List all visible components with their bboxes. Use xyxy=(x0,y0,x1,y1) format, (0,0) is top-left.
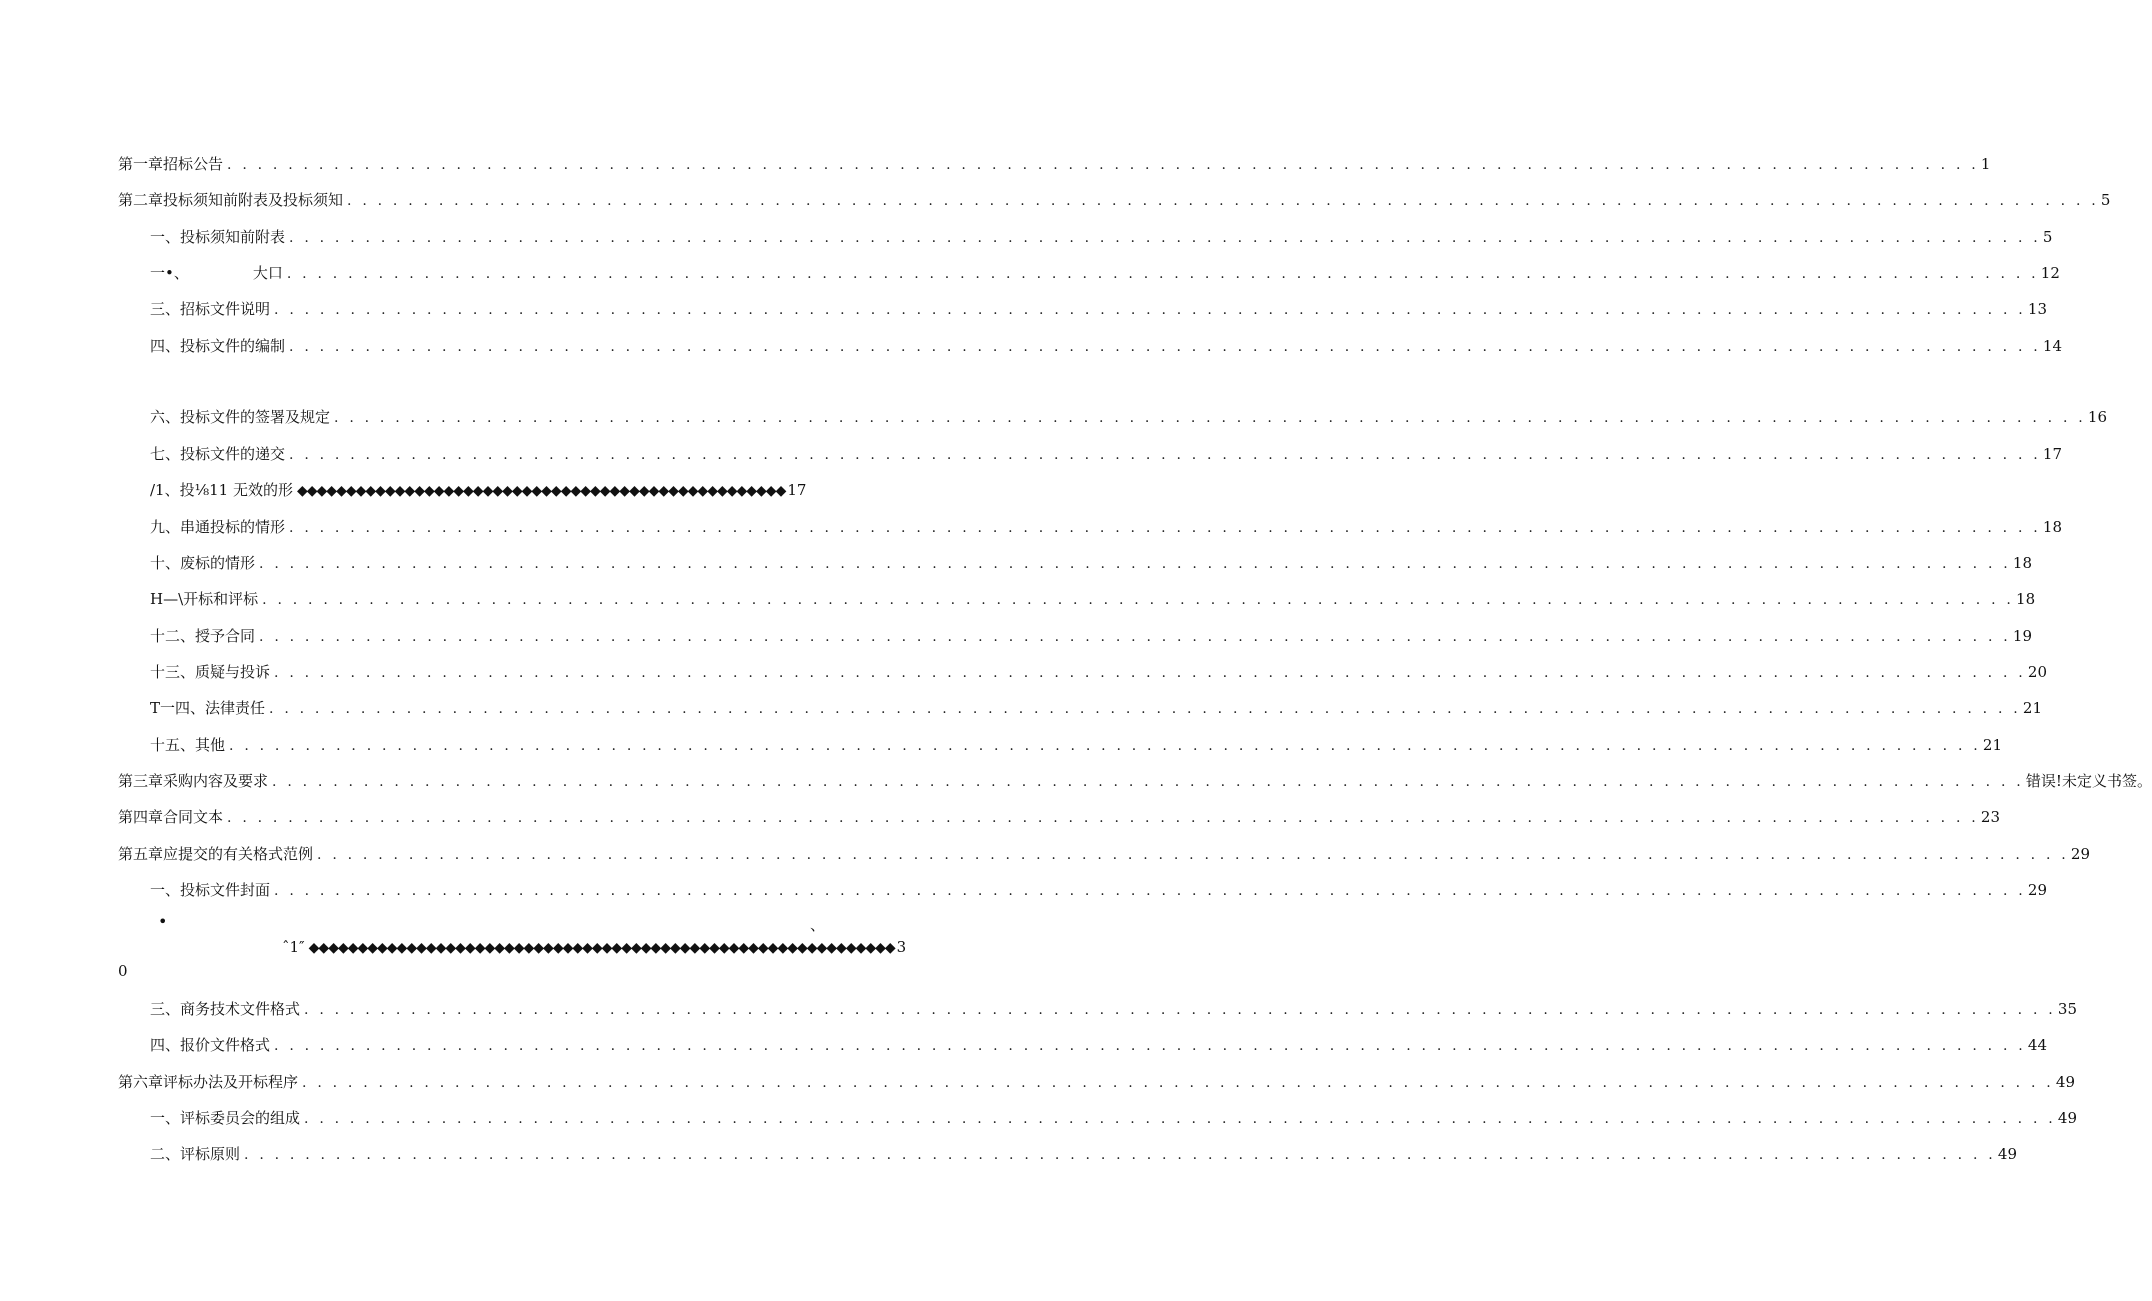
toc-leader-dots: . . . . . . . . . . . . . . . . . . . . . . . . . . . . . . . . . . . . . . . . . . . . . . . . . . . . . . . . . . . . . . . . . . . . . . . . . . . . . . . . . . . . . . . . . . . . . . . . . . . . . . . . . . . . . . . . . . . xyxy=(289,520,2041,536)
toc-entry-page: 5 xyxy=(2042,228,2053,246)
toc-entry-title: 七、投标文件的递交 xyxy=(150,445,286,463)
toc-leader-dots: . . . . . . . . . . . . . . . . . . . . . . . . . . . . . . . . . . . . . . . . . . . . . . . . . . . . . . . . . . . . . . . . . . . . . . . . . . . . . . . . . . . . . . . . . . . . . . . . . . . . . . . . . . . . . . . . . . . xyxy=(229,738,1981,754)
toc-leader-dots: . . . . . . . . . . . . . . . . . . . . . . . . . . . . . . . . . . . . . . . . . . . . . . . . . . . . . . . . . . . . . . . . . . . . . . . . . . . . . . . . . . . . . . . . . . . . . . . . . . . . . . . . . . . . . . . . . . . xyxy=(269,701,2021,717)
toc-leader-dots: . . . . . . . . . . . . . . . . . . . . . . . . . . . . . . . . . . . . . . . . . . . . . . . . . . . . . . . . . . . . . . . . . . . . . . . . . . . . . . . . . . . . . . . . . . . . . . . . . . . . . . . . . . . . . . . . . . . xyxy=(302,1075,2054,1091)
toc-broken-bullet: • xyxy=(158,912,168,931)
toc-entry-title: 一、评标委员会的组成 xyxy=(150,1109,301,1127)
toc-leader-dots: . . . . . . . . . . . . . . . . . . . . . . . . . . . . . . . . . . . . . . . . . . . . . . . . . . . . . . . . . . . . . . . . . . . . . . . . . . . . . . . . . . . . . . . . . . . . . . . . . . . . . . . . . . . . . . . . . . . xyxy=(334,410,2086,426)
toc-entry-section[interactable] xyxy=(150,588,2036,610)
toc-broken-page-continued: 0 xyxy=(118,962,128,980)
toc-entry-page: 3 xyxy=(896,938,907,956)
toc-entry-page: 23 xyxy=(1980,808,2001,826)
toc-leader-dots: . . . . . . . . . . . . . . . . . . . . . . . . . . . . . . . . . . . . . . . . . . . . . . . . . . . . . . . . . . . . . . . . . . . . . . . . . . . . . . . . . . . . . . . . . . . . . . . . . . . . . . . . . . . . . . . . . . . xyxy=(289,230,2041,246)
toc-entry-page: 29 xyxy=(2027,881,2048,899)
toc-leader-dots: . . . . . . . . . . . . . . . . . . . . . . . . . . . . . . . . . . . . . . . . . . . . . . . . . . . . . . . . . . . . . . . . . . . . . . . . . . . . . . . . . . . . . . . . . . . . . . . . . . . . . . . . . . . . . . . . . . . xyxy=(274,1038,2026,1054)
toc-entry-page: 49 xyxy=(2055,1073,2076,1091)
toc-entry-chapter-6[interactable] xyxy=(118,1071,2076,1093)
toc-entry-page: 35 xyxy=(2057,1000,2078,1018)
toc-entry-page: 21 xyxy=(1982,736,2003,754)
toc-leader-dots: . . . . . . . . . . . . . . . . . . . . . . . . . . . . . . . . . . . . . . . . . . . . . . . . . . . . . . . . . . . . . . . . . . . . . . . . . . . . . . . . . . . . . . . . . . . . . . . . . . . . . . . . . . . . . . . . . . . xyxy=(262,592,2015,608)
toc-garbled-leader: ◆◆◆◆◆◆◆◆◆◆◆◆◆◆◆◆◆◆◆◆◆◆◆◆◆◆◆◆◆◆◆◆◆◆◆◆◆◆◆◆◆◆◆◆◆◆◆◆◆◆◆◆◆◆◆◆◆◆◆◆ xyxy=(308,940,895,956)
toc-entry-title: 第三章采购内容及要求 xyxy=(118,772,269,790)
toc-entry-title: 一、投标须知前附表 xyxy=(150,228,286,246)
toc-entry-title: 十五、其他 xyxy=(150,736,226,754)
toc-entry-page: 49 xyxy=(1997,1145,2018,1163)
toc-entry-section[interactable] xyxy=(150,552,2033,574)
toc-garbled-leader: ◆◆◆◆◆◆◆◆◆◆◆◆◆◆◆◆◆◆◆◆◆◆◆◆◆◆◆◆◆◆◆◆◆◆◆◆◆◆◆◆◆◆◆◆◆◆◆◆◆◆ xyxy=(297,483,786,499)
toc-entry-title-part: 大口 xyxy=(252,264,283,282)
toc-entry-page: 1 xyxy=(1980,155,1991,173)
toc-entry-title: H—\开标和评标 xyxy=(150,590,259,608)
toc-entry-page: 12 xyxy=(2040,264,2060,282)
toc-entry-page: 17 xyxy=(787,481,807,499)
toc-entry-title: 十三、质疑与投诉 xyxy=(150,663,271,681)
toc-entry-page: 13 xyxy=(2027,300,2048,318)
toc-entry-page: 20 xyxy=(2027,663,2048,681)
toc-entry-page: 21 xyxy=(2022,699,2043,717)
toc-entry-section[interactable] xyxy=(150,998,2078,1020)
toc-entry-title: 第一章招标公告 xyxy=(118,155,224,173)
toc-entry-section[interactable] xyxy=(150,443,2063,465)
toc-leader-dots: . . . . . . . . . . . . . . . . . . . . . . . . . . . . . . . . . . . . . . . . . . . . . . . . . . . . . . . . . . . . . . . . . . . . . . . . . . . . . . . . . . . . . . . . . . . . . . . . . . . . . . . . . . . . . . . . . . . xyxy=(317,847,2069,863)
toc-leader-dots: . . . . . . . . . . . . . . . . . . . . . . . . . . . . . . . . . . . . . . . . . . . . . . . . . . . . . . . . . . . . . . . . . . . . . . . . . . . . . . . . . . . . . . . . . . . . . . . . . . . . . . . . . . . . . . . . . . . xyxy=(227,157,1979,173)
toc-entry-title: 第四章合同文本 xyxy=(118,808,224,826)
toc-entry-title-part: 一•、 xyxy=(150,264,189,282)
toc-entry-title: 九、串通投标的情形 xyxy=(150,518,286,536)
toc-entry-section[interactable] xyxy=(150,1034,2048,1056)
toc-entry-title xyxy=(150,262,287,283)
toc-entry-title: 十、废标的情形 xyxy=(150,554,256,572)
toc-leader-dots: . . . . . . . . . . . . . . . . . . . . . . . . . . . . . . . . . . . . . . . . . . . . . . . . . . . . . . . . . . . . . . . . . . . . . . . . . . . . . . . . . . . . . . . . . . . . . . . . . . . . . . . . . . . . . . . . . . . xyxy=(289,339,2041,355)
toc-entry-chapter-4[interactable] xyxy=(118,806,2001,828)
toc-entry-chapter-3[interactable] xyxy=(118,770,2152,792)
toc-entry-section-garbled[interactable] xyxy=(150,479,807,501)
toc-entry-page: 19 xyxy=(2012,627,2033,645)
toc-entry-title: 二、评标原则 xyxy=(150,1145,241,1163)
toc-entry-page: 16 xyxy=(2087,408,2108,426)
toc-entry-title: /1、投⅛11 无效的形 xyxy=(150,481,293,499)
toc-entry-title: T一四、法律责任 xyxy=(150,699,266,717)
toc-leader-dots: . . . . . . . . . . . . . . . . . . . . . . . . . . . . . . . . . . . . . . . . . . . . . . . . . . . . . . . . . . . . . . . . . . . . . . . . . . . . . . . . . . . . . . . . . . . . . . . . . . . . . . . . . . . . . . . . . . . xyxy=(289,447,2041,463)
toc-entry-page: 18 xyxy=(2016,590,2036,608)
toc-entry-page: 44 xyxy=(2027,1036,2048,1054)
toc-entry-title: 四、报价文件格式 xyxy=(150,1036,271,1054)
toc-broken-comma: 、 xyxy=(810,916,826,934)
toc-leader-dots: . . . . . . . . . . . . . . . . . . . . . . . . . . . . . . . . . . . . . . . . . . . . . . . . . . . . . . . . . . . . . . . . . . . . . . . . . . . . . . . . . . . . . . . . . . . . . . . . . . . . . . . . . . . . . . . . . . . xyxy=(274,665,2026,681)
toc-entry-section[interactable] xyxy=(150,734,2003,756)
toc-entry-page: 18 xyxy=(2042,518,2063,536)
toc-leader-dots: . . . . . . . . . . . . . . . . . . . . . . . . . . . . . . . . . . . . . . . . . . . . . . . . . . . . . . . . . . . . . . . . . . . . . . . . . . . . . . . . . . . . . . . . . . . . . . . . . . . . . . . . . . . . . . . . . . . xyxy=(259,629,2011,645)
toc-entry-title: 一、投标文件封面 xyxy=(150,881,271,899)
toc-entry-title: 四、投标文件的编制 xyxy=(150,337,286,355)
toc-entry-section[interactable] xyxy=(150,262,2060,284)
toc-entry-section[interactable] xyxy=(150,625,2033,647)
toc-leader-dots: . . . . . . . . . . . . . . . . . . . . . . . . . . . . . . . . . . . . . . . . . . . . . . . . . . . . . . . . . . . . . . . . . . . . . . . . . . . . . . . . . . . . . . . . . . . . . . . . . . . . . . . . . . . . . . . . . . . xyxy=(304,1002,2056,1018)
toc-entry-section[interactable] xyxy=(150,879,2048,901)
toc-entry-chapter-2[interactable] xyxy=(118,189,2111,211)
toc-entry-section[interactable] xyxy=(150,1143,2018,1165)
toc-entry-section[interactable] xyxy=(150,335,2063,357)
toc-entry-page: 17 xyxy=(2042,445,2063,463)
toc-entry-section[interactable] xyxy=(150,298,2048,320)
toc-entry-section[interactable] xyxy=(150,1107,2078,1129)
toc-entry-broken[interactable] xyxy=(282,938,907,960)
toc-entry-page: 49 xyxy=(2057,1109,2078,1127)
toc-entry-section[interactable] xyxy=(150,406,2108,428)
toc-entry-section[interactable] xyxy=(150,516,2063,538)
toc-leader-dots: . . . . . . . . . . . . . . . . . . . . . . . . . . . . . . . . . . . . . . . . . . . . . . . . . . . . . . . . . . . . . . . . . . . . . . . . . . . . . . . . . . . . . . . . . . . . . . . . . . . . . . . . . . . . . . . . . . . xyxy=(274,302,2026,318)
toc-entry-section[interactable] xyxy=(150,697,2043,719)
toc-entry-title: 三、商务技术文件格式 xyxy=(150,1000,301,1018)
toc-entry-page-error: 错误!未定义书签。 xyxy=(2025,772,2152,790)
toc-entry-title: 六、投标文件的签署及规定 xyxy=(150,408,331,426)
toc-leader-dots: . . . . . . . . . . . . . . . . . . . . . . . . . . . . . . . . . . . . . . . . . . . . . . . . . . . . . . . . . . . . . . . . . . . . . . . . . . . . . . . . . . . . . . . . . . . . . . . . . . . . . . . . . . . . . . . . . . . xyxy=(272,774,2024,790)
toc-entry-title: 第六章评标办法及开标程序 xyxy=(118,1073,299,1091)
toc-entry-section[interactable] xyxy=(150,661,2048,683)
toc-leader-dots: . . . . . . . . . . . . . . . . . . . . . . . . . . . . . . . . . . . . . . . . . . . . . . . . . . . . . . . . . . . . . . . . . . . . . . . . . . . . . . . . . . . . . . . . . . . . . . . . . . . . . . . . . . . . . . . . . . . xyxy=(304,1111,2056,1127)
toc-entry-title: 第五章应提交的有关格式范例 xyxy=(118,845,314,863)
toc-entry-title: 十二、授予合同 xyxy=(150,627,256,645)
toc-entry-page: 18 xyxy=(2012,554,2033,572)
toc-entry-title: 第二章投标须知前附表及投标须知 xyxy=(118,191,344,209)
toc-leader-dots: . . . . . . . . . . . . . . . . . . . . . . . . . . . . . . . . . . . . . . . . . . . . . . . . . . . . . . . . . . . . . . . . . . . . . . . . . . . . . . . . . . . . . . . . . . . . . . . . . . . . . . . . . . . . . . . . . . . xyxy=(227,810,1979,826)
toc-leader-dots: . . . . . . . . . . . . . . . . . . . . . . . . . . . . . . . . . . . . . . . . . . . . . . . . . . . . . . . . . . . . . . . . . . . . . . . . . . . . . . . . . . . . . . . . . . . . . . . . . . . . . . . . . . . . . . . . . . . xyxy=(286,266,2039,282)
toc-entry-page: 29 xyxy=(2070,845,2091,863)
toc-leader-dots: . . . . . . . . . . . . . . . . . . . . . . . . . . . . . . . . . . . . . . . . . . . . . . . . . . . . . . . . . . . . . . . . . . . . . . . . . . . . . . . . . . . . . . . . . . . . . . . . . . . . . . . . . . . . . . . . . . . xyxy=(274,883,2026,899)
toc-entry-section[interactable] xyxy=(150,226,2053,248)
toc-leader-dots: . . . . . . . . . . . . . . . . . . . . . . . . . . . . . . . . . . . . . . . . . . . . . . . . . . . . . . . . . . . . . . . . . . . . . . . . . . . . . . . . . . . . . . . . . . . . . . . . . . . . . . . . . . . . . . . . . . . xyxy=(259,556,2011,572)
toc-entry-title: 三、招标文件说明 xyxy=(150,300,271,318)
toc-entry-chapter-5[interactable] xyxy=(118,843,2091,865)
toc-leader-dots: . . . . . . . . . . . . . . . . . . . . . . . . . . . . . . . . . . . . . . . . . . . . . . . . . . . . . . . . . . . . . . . . . . . . . . . . . . . . . . . . . . . . . . . . . . . . . . . . . . . . . . . . . . . . . . . . . . . xyxy=(244,1147,1996,1163)
toc-entry-page: 14 xyxy=(2042,337,2063,355)
toc-entry-page: 5 xyxy=(2100,191,2111,209)
toc-broken-prefix: ˆ1″ xyxy=(282,938,305,956)
toc-entry-chapter-1[interactable] xyxy=(118,153,1991,175)
toc-leader-dots: . . . . . . . . . . . . . . . . . . . . . . . . . . . . . . . . . . . . . . . . . . . . . . . . . . . . . . . . . . . . . . . . . . . . . . . . . . . . . . . . . . . . . . . . . . . . . . . . . . . . . . . . . . . . . . . . . . . xyxy=(347,193,2099,209)
